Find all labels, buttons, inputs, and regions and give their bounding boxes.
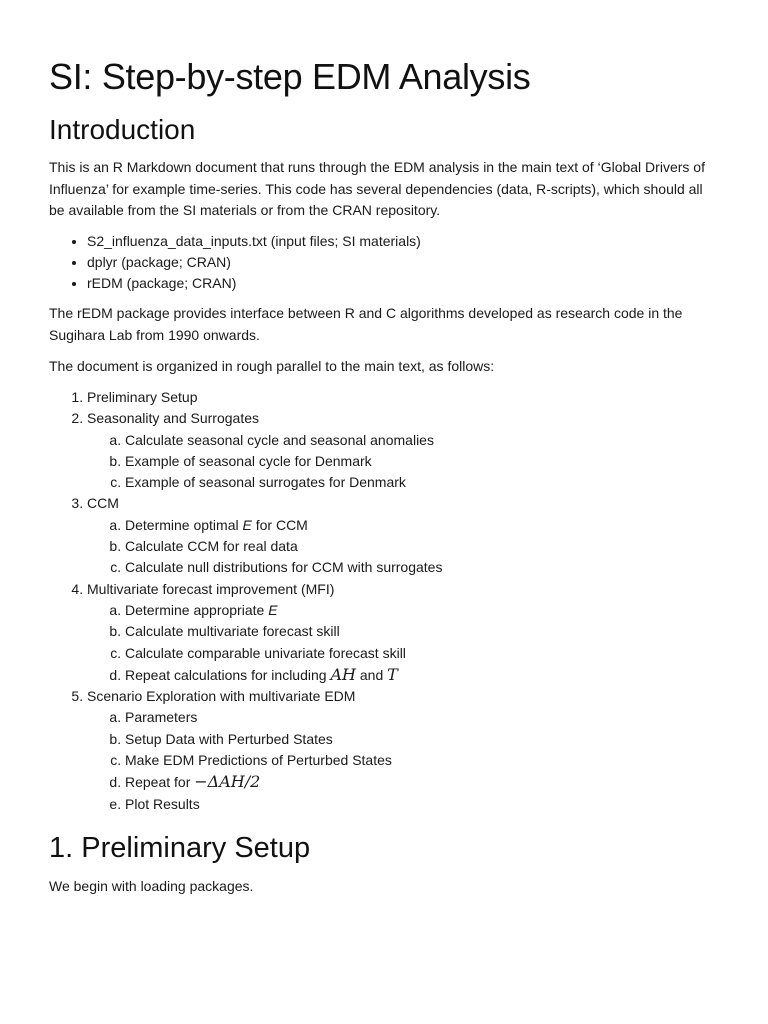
math-variable: AH [330,664,356,684]
outline-item [87,493,442,578]
dependency-item: • dplyr (package; CRAN) [87,252,421,273]
preliminary-setup-heading: 1. Preliminary Setup [49,832,311,864]
setup-paragraph: We begin with loading packages. [49,878,254,894]
document-title: SI: Step-by-step EDM Analysis [49,56,531,97]
outline-subitem: b. Example of seasonal cycle for Denmark [125,451,442,472]
outline-sublist [87,707,442,814]
introduction-heading: Introduction [49,114,196,145]
outline-subitem: c. Calculate null distributions for CCM with surrogates [125,557,442,578]
outline-item-label: Preliminary Setup [87,389,198,405]
subitem-text: Repeat calculations for including [125,666,331,683]
math-expression: −ΔAH/2 [194,772,261,792]
subitem-text: Determine optimal [125,516,243,533]
outline-item-label: Scenario Exploration with multivariate EDM [87,688,356,705]
dependency-item: • rEDM (package; CRAN) [87,273,421,294]
document-outline [49,387,442,815]
math-variable: E [268,601,278,618]
dependency-list [49,231,421,294]
subitem-text: for CCM [251,516,308,533]
outline-item-label: CCM [87,495,119,512]
redm-paragraph: The rEDM package provides interface between R and C algorithms developed as research code in the Sugihara Lab from 1990 onwards. [49,305,683,343]
outline-subitem: c. Make EDM Predictions of Perturbed States [125,750,442,771]
dependency-item: • S2_influenza_data_inputs.txt (input files; SI materials) [87,231,421,252]
outline-subitem [125,664,442,686]
outline-subitem: e. Plot Results [125,794,442,815]
outline-item-label: Seasonality and Surrogates [87,410,259,427]
outline-subitem: b. Setup Data with Perturbed States [125,729,442,750]
outline-sublist [87,600,442,686]
outline-item [87,408,442,493]
outline-item-label: Multivariate forecast improvement (MFI) [87,580,335,597]
outline-subitem [125,515,442,536]
math-variable: E [242,516,252,533]
outline-subitem: c. Example of seasonal surrogates for Denmark [125,472,442,493]
outline-sublist [87,430,442,494]
organization-paragraph: The document is organized in rough parallel to the main text, as follows: [49,358,495,374]
outline-subitem: c. Calculate comparable univariate forecast skill [125,643,442,664]
subitem-text: and [355,666,388,683]
math-variable: T [387,664,398,684]
outline-item [87,686,442,815]
subitem-text: Repeat for [125,774,195,791]
outline-subitem [125,771,442,793]
outline-subitem: a. Parameters [125,707,442,728]
outline-subitem [125,600,442,621]
subitem-text: Determine appropriate [125,601,269,618]
outline-subitem: b. Calculate CCM for real data [125,536,442,557]
outline-subitem: b. Calculate multivariate forecast skill [125,621,442,642]
outline-item [87,387,442,408]
intro-paragraph: This is an R Markdown document that runs through the EDM analysis in the main text of ‘Global Drivers of Influenza’ for example time-series. This code has several dependencies (data, R-scripts), which should all be available from the SI materials or from the CRAN repository. [49,159,705,218]
outline-sublist [87,515,442,579]
outline-item [87,579,442,686]
outline-subitem: a. Calculate seasonal cycle and seasonal anomalies [125,430,442,451]
